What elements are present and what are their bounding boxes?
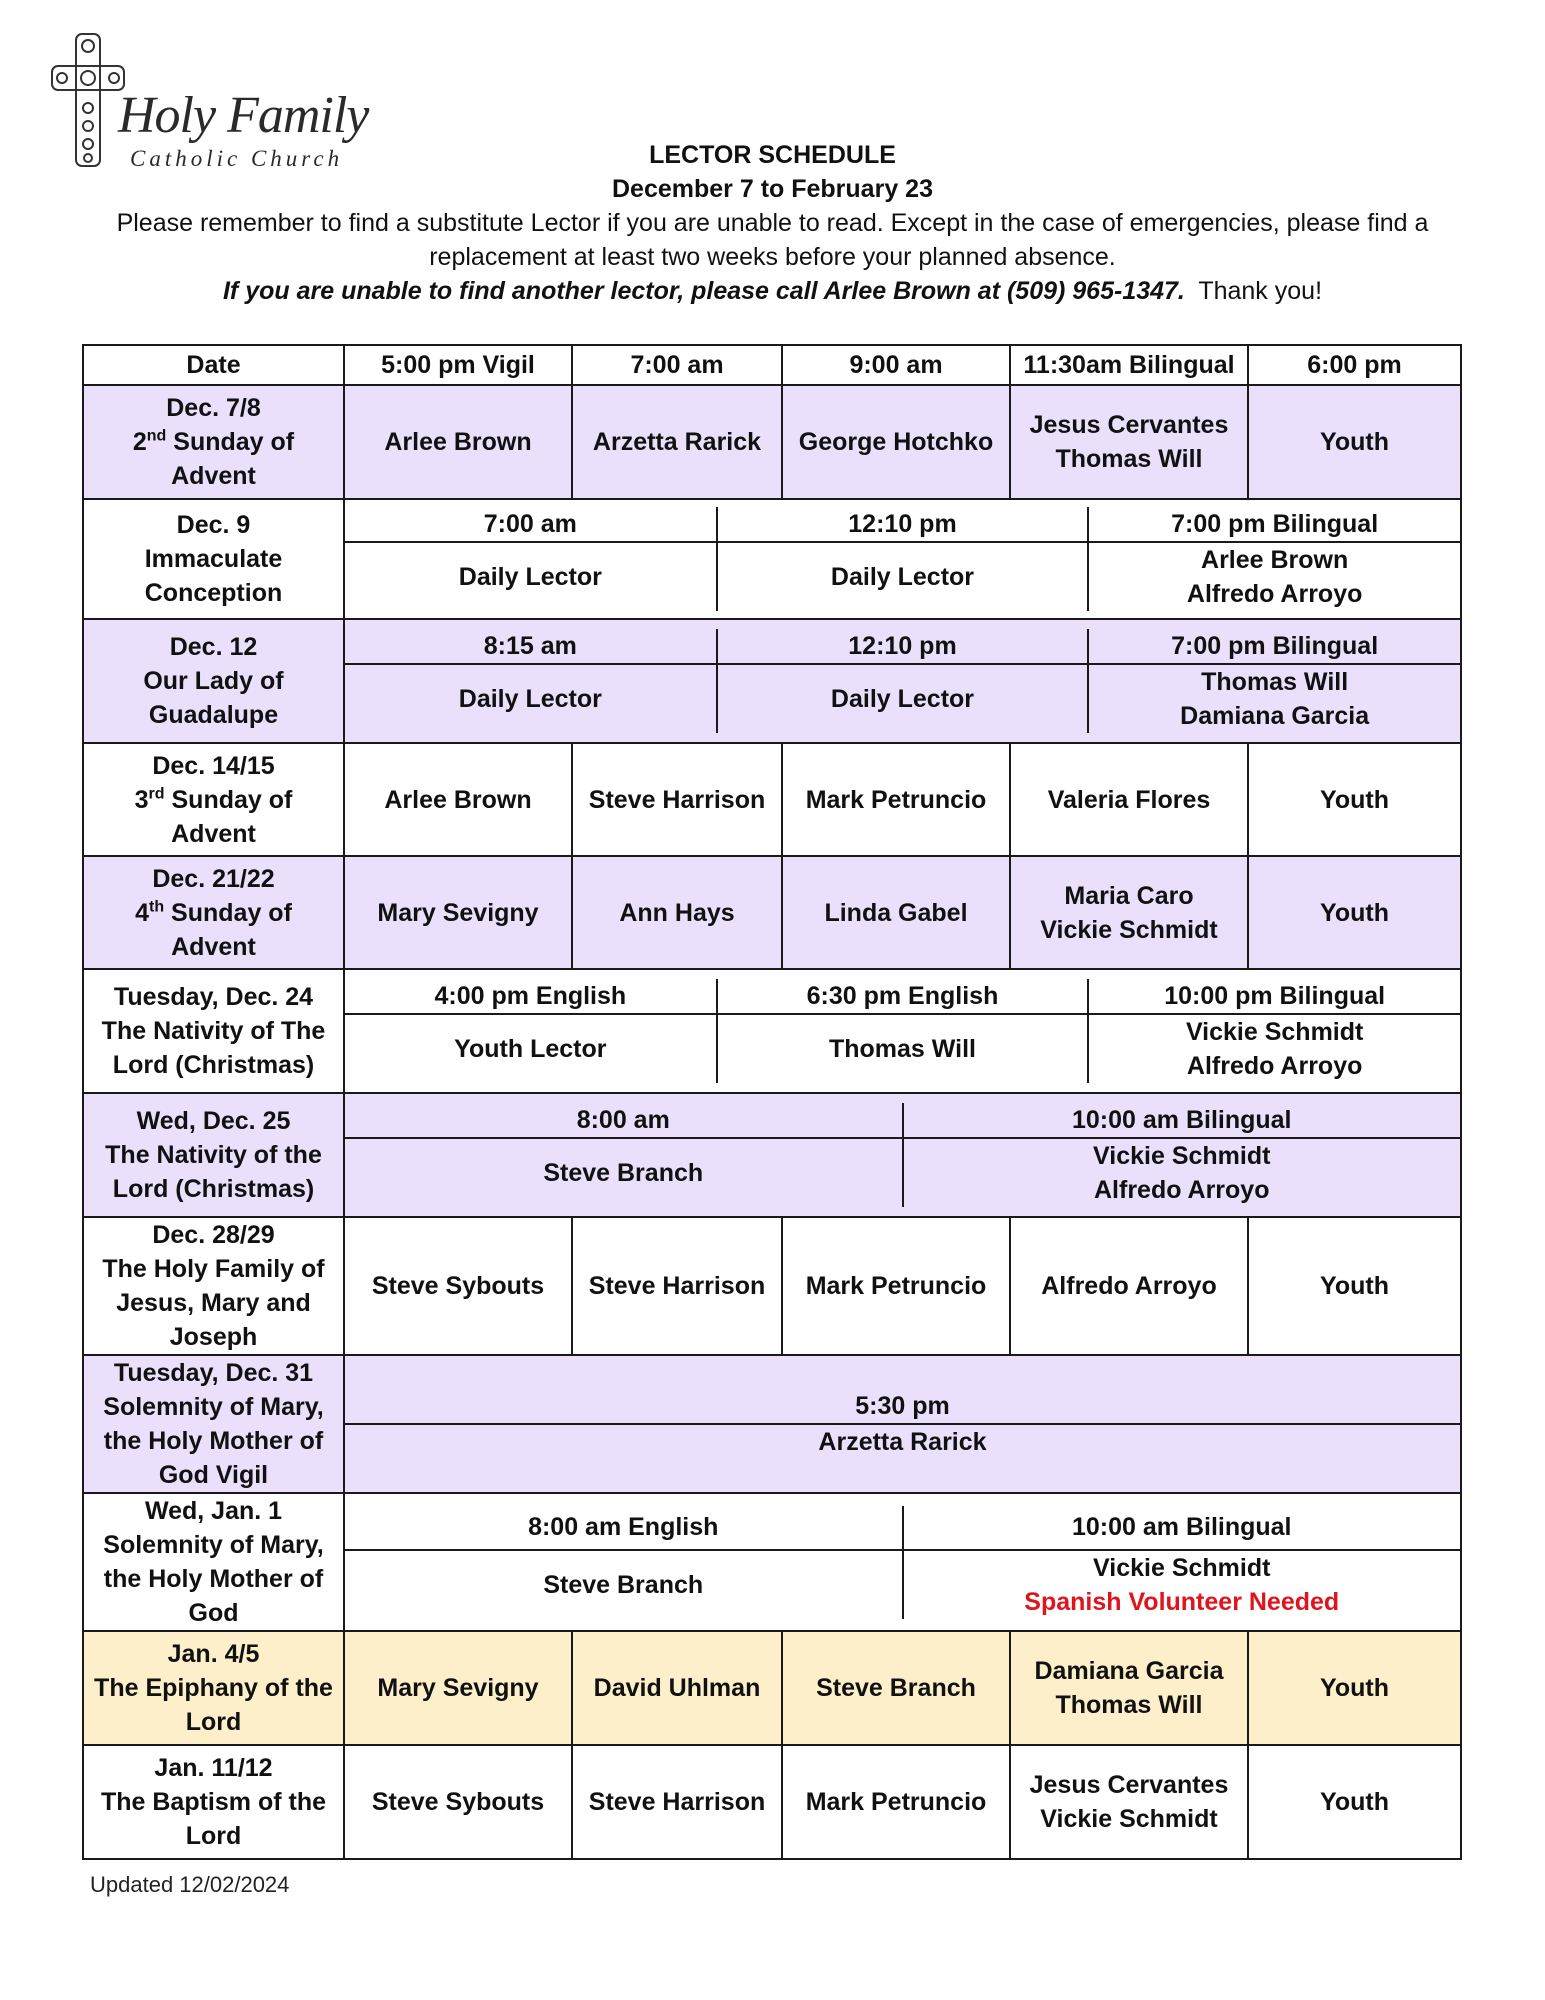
date-line: Lord bbox=[185, 1822, 242, 1850]
occasion-text: Sunday of bbox=[166, 428, 295, 456]
lector-name: Vickie Schmidt bbox=[1040, 915, 1218, 944]
occasion-text: Sunday of bbox=[164, 785, 293, 814]
lector-name: Vickie Schmidt bbox=[1093, 1142, 1271, 1170]
lector-name: Thomas Will bbox=[1055, 445, 1203, 473]
logo-subtitle: Catholic Church bbox=[130, 146, 344, 171]
mass-time: 7:00 am bbox=[345, 507, 717, 542]
date-line: Wed, Jan. 1 bbox=[144, 1497, 283, 1525]
date-cell bbox=[83, 619, 344, 743]
special-mass-table bbox=[345, 1389, 1460, 1459]
date-line: Solemnity of Mary, bbox=[103, 1531, 324, 1559]
date-line bbox=[84, 425, 343, 459]
mass-time: 7:00 pm Bilingual bbox=[1088, 507, 1460, 542]
date-cell bbox=[83, 856, 344, 969]
date-line bbox=[84, 783, 343, 817]
lector-name: Thomas Will bbox=[1055, 1691, 1203, 1719]
lector-cell bbox=[1010, 856, 1248, 969]
logo-name: Holy Family bbox=[118, 87, 369, 144]
lector-cell: Arzetta Rarick bbox=[572, 385, 782, 499]
mass-time: 10:00 am Bilingual bbox=[903, 1506, 1461, 1550]
date-cell bbox=[83, 499, 344, 619]
date-cell bbox=[83, 385, 344, 499]
lector-cell: Youth bbox=[1248, 1631, 1461, 1745]
lector-cell: Steve Harrison bbox=[572, 1217, 782, 1355]
lector-cell bbox=[1088, 1014, 1460, 1083]
lector-schedule-table bbox=[82, 344, 1462, 1860]
lector-name: Maria Caro bbox=[1064, 881, 1194, 910]
date-line: The Epiphany of the bbox=[94, 1674, 333, 1702]
lector-cell: Steve Branch bbox=[345, 1138, 903, 1207]
lector-cell bbox=[1088, 664, 1460, 733]
date-cell bbox=[83, 743, 344, 856]
updated-date: Updated 12/02/2024 bbox=[90, 1872, 290, 1897]
lector-cell: Youth Lector bbox=[345, 1014, 717, 1083]
table-row bbox=[83, 385, 1461, 499]
lector-cell: Steve Sybouts bbox=[344, 1745, 572, 1859]
schedule-header bbox=[80, 138, 1465, 308]
mass-time: 12:10 pm bbox=[717, 629, 1089, 664]
lector-name: Jesus Cervantes bbox=[1029, 1771, 1229, 1799]
mass-time: 7:00 pm Bilingual bbox=[1088, 629, 1460, 664]
table-header-row bbox=[83, 345, 1461, 385]
date-line bbox=[84, 896, 343, 930]
date-line: Tuesday, Dec. 24 bbox=[113, 983, 314, 1011]
date-line: Immaculate bbox=[144, 545, 283, 573]
date-cell bbox=[83, 1745, 344, 1859]
date-line: Our Lady of bbox=[143, 667, 284, 695]
volunteer-needed-alert: Spanish Volunteer Needed bbox=[1024, 1587, 1340, 1616]
special-mass-table bbox=[345, 1506, 1460, 1619]
lector-cell: Youth bbox=[1248, 856, 1461, 969]
date-line: Jan. 4/5 bbox=[167, 1640, 260, 1668]
table-row bbox=[83, 619, 1461, 743]
mass-time: 10:00 pm Bilingual bbox=[1088, 979, 1460, 1014]
lector-cell: Alfredo Arroyo bbox=[1010, 1217, 1248, 1355]
lector-name: Arlee Brown bbox=[1201, 546, 1349, 574]
mass-time: 12:10 pm bbox=[717, 507, 1089, 542]
lector-cell: Arzetta Rarick bbox=[345, 1424, 1460, 1459]
table-row bbox=[83, 1093, 1461, 1217]
contact-text: If you are unable to find another lector, please call Arlee Brown at (509) 965-1347. bbox=[222, 277, 1185, 305]
lector-cell: Arlee Brown bbox=[344, 385, 572, 499]
lector-cell: Ann Hays bbox=[572, 856, 782, 969]
lector-name: Vickie Schmidt bbox=[1040, 1805, 1218, 1833]
lector-cell bbox=[903, 1550, 1461, 1619]
contact-line bbox=[80, 274, 1465, 308]
special-mass-cell bbox=[344, 1355, 1461, 1493]
lector-cell: Youth bbox=[1248, 743, 1461, 856]
date-line: The Baptism of the bbox=[100, 1788, 326, 1816]
lector-name: Damiana Garcia bbox=[1034, 1657, 1224, 1685]
table-row bbox=[83, 1745, 1461, 1859]
lector-cell: Mark Petruncio bbox=[782, 743, 1010, 856]
lector-cell: Daily Lector bbox=[345, 542, 717, 611]
date-line: Lord (Christmas) bbox=[112, 1175, 315, 1203]
table-row bbox=[83, 1355, 1461, 1493]
lector-name: Jesus Cervantes bbox=[1029, 411, 1229, 439]
table-row bbox=[83, 856, 1461, 969]
lector-name: Vickie Schmidt bbox=[1093, 1553, 1271, 1582]
date-line: Wed, Dec. 25 bbox=[136, 1107, 291, 1135]
date-line: Dec. 14/15 bbox=[152, 751, 275, 780]
page-title: LECTOR SCHEDULE bbox=[649, 141, 896, 169]
date-line: Lord (Christmas) bbox=[112, 1051, 315, 1079]
lector-cell: Valeria Flores bbox=[1010, 743, 1248, 856]
table-row bbox=[83, 499, 1461, 619]
lector-name: Vickie Schmidt bbox=[1185, 1018, 1364, 1046]
date-line: Joseph bbox=[169, 1323, 258, 1351]
lector-cell: Steve Branch bbox=[782, 1631, 1010, 1745]
lector-cell: Linda Gabel bbox=[782, 856, 1010, 969]
lector-cell: Steve Harrison bbox=[572, 1745, 782, 1859]
date-line: Dec. 28/29 bbox=[152, 1221, 275, 1249]
ordinal-suffix: nd bbox=[146, 427, 167, 445]
column-header: 11:30am Bilingual bbox=[1010, 345, 1248, 385]
lector-name: Alfredo Arroyo bbox=[1186, 1052, 1363, 1080]
lector-cell: George Hotchko bbox=[782, 385, 1010, 499]
special-mass-table bbox=[345, 1103, 1460, 1207]
date-cell bbox=[83, 1493, 344, 1631]
special-mass-table bbox=[345, 507, 1460, 611]
lector-cell bbox=[1088, 542, 1460, 611]
date-line: Dec. 7/8 bbox=[166, 394, 261, 422]
mass-time: 4:00 pm English bbox=[345, 979, 717, 1014]
mass-time: 10:00 am Bilingual bbox=[903, 1103, 1461, 1138]
lector-cell bbox=[1010, 1631, 1248, 1745]
ordinal-suffix: th bbox=[149, 898, 165, 916]
date-line: The Holy Family of bbox=[102, 1255, 325, 1283]
mass-time: 8:00 am bbox=[345, 1103, 903, 1138]
instructions: Please remember to find a substitute Lector if you are unable to read. Except in the case of emergencies, please find a replacement at least two weeks before your planned absence. bbox=[116, 209, 1429, 271]
date-cell bbox=[83, 1631, 344, 1745]
lector-cell: Youth bbox=[1248, 385, 1461, 499]
lector-cell: Steve Harrison bbox=[572, 743, 782, 856]
date-line: Advent bbox=[171, 932, 256, 961]
date-line: The Nativity of The bbox=[101, 1017, 326, 1045]
lector-name: Damiana Garcia bbox=[1180, 702, 1370, 730]
thanks-text: Thank you! bbox=[1198, 277, 1323, 305]
mass-time: 8:15 am bbox=[345, 629, 717, 664]
mass-time: 6:30 pm English bbox=[717, 979, 1089, 1014]
date-line: Advent bbox=[171, 819, 256, 848]
table-row bbox=[83, 743, 1461, 856]
lector-cell bbox=[903, 1138, 1461, 1207]
lector-cell: Mark Petruncio bbox=[782, 1217, 1010, 1355]
mass-time: 5:30 pm bbox=[345, 1389, 1460, 1424]
lector-cell: Thomas Will bbox=[717, 1014, 1089, 1083]
special-mass-cell bbox=[344, 1093, 1461, 1217]
date-line: Dec. 9 bbox=[176, 511, 251, 539]
lector-cell: Mark Petruncio bbox=[782, 1745, 1010, 1859]
lector-cell bbox=[1010, 1745, 1248, 1859]
lector-cell: David Uhlman bbox=[572, 1631, 782, 1745]
date-cell bbox=[83, 969, 344, 1093]
date-line: Dec. 21/22 bbox=[152, 864, 275, 893]
lector-cell: Mary Sevigny bbox=[344, 856, 572, 969]
special-mass-table bbox=[345, 979, 1460, 1083]
special-mass-table bbox=[345, 629, 1460, 733]
column-header: 6:00 pm bbox=[1248, 345, 1461, 385]
date-range: December 7 to February 23 bbox=[612, 175, 933, 203]
date-line: God bbox=[188, 1599, 239, 1627]
mass-time: 8:00 am English bbox=[345, 1506, 903, 1550]
table-row bbox=[83, 1493, 1461, 1631]
lector-cell: Arlee Brown bbox=[344, 743, 572, 856]
date-line: The Nativity of the bbox=[105, 1141, 322, 1169]
table-row bbox=[83, 969, 1461, 1093]
date-line: the Holy Mother of bbox=[103, 1565, 324, 1593]
table-row bbox=[83, 1631, 1461, 1745]
column-header: 7:00 am bbox=[572, 345, 782, 385]
date-line: Advent bbox=[171, 462, 256, 490]
date-line: Tuesday, Dec. 31 bbox=[113, 1359, 314, 1387]
lector-name: Alfredo Arroyo bbox=[1186, 580, 1363, 608]
lector-cell: Daily Lector bbox=[717, 664, 1089, 733]
lector-cell: Mary Sevigny bbox=[344, 1631, 572, 1745]
ordinal-number: 3 bbox=[134, 785, 149, 814]
lector-cell: Steve Branch bbox=[345, 1550, 903, 1619]
special-mass-cell bbox=[344, 969, 1461, 1093]
date-line: Jesus, Mary and bbox=[116, 1289, 311, 1317]
lector-cell: Youth bbox=[1248, 1217, 1461, 1355]
lector-cell: Youth bbox=[1248, 1745, 1461, 1859]
date-line: Lord bbox=[185, 1708, 242, 1736]
date-line: Conception bbox=[144, 579, 283, 607]
table-row bbox=[83, 1217, 1461, 1355]
ordinal-suffix: rd bbox=[148, 785, 165, 803]
date-line: Solemnity of Mary, bbox=[103, 1393, 324, 1421]
lector-cell: Steve Sybouts bbox=[344, 1217, 572, 1355]
occasion-text: Sunday of bbox=[164, 898, 292, 927]
lector-cell: Daily Lector bbox=[717, 542, 1089, 611]
lector-name: Thomas Will bbox=[1201, 668, 1349, 696]
column-header: 5:00 pm Vigil bbox=[344, 345, 572, 385]
column-header: Date bbox=[83, 345, 344, 385]
date-line: Dec. 12 bbox=[169, 633, 258, 661]
special-mass-cell bbox=[344, 1493, 1461, 1631]
date-line: Guadalupe bbox=[148, 701, 279, 729]
date-cell bbox=[83, 1217, 344, 1355]
ordinal-number: 4 bbox=[135, 898, 149, 927]
column-header: 9:00 am bbox=[782, 345, 1010, 385]
special-mass-cell bbox=[344, 499, 1461, 619]
date-cell bbox=[83, 1093, 344, 1217]
ordinal-number: 2 bbox=[132, 428, 147, 456]
date-line: Jan. 11/12 bbox=[154, 1754, 273, 1782]
lector-cell bbox=[1010, 385, 1248, 499]
special-mass-cell bbox=[344, 619, 1461, 743]
date-line: the Holy Mother of bbox=[103, 1427, 324, 1455]
date-line: God Vigil bbox=[158, 1461, 269, 1489]
lector-name: Alfredo Arroyo bbox=[1094, 1176, 1270, 1204]
lector-cell: Daily Lector bbox=[345, 664, 717, 733]
date-cell bbox=[83, 1355, 344, 1493]
